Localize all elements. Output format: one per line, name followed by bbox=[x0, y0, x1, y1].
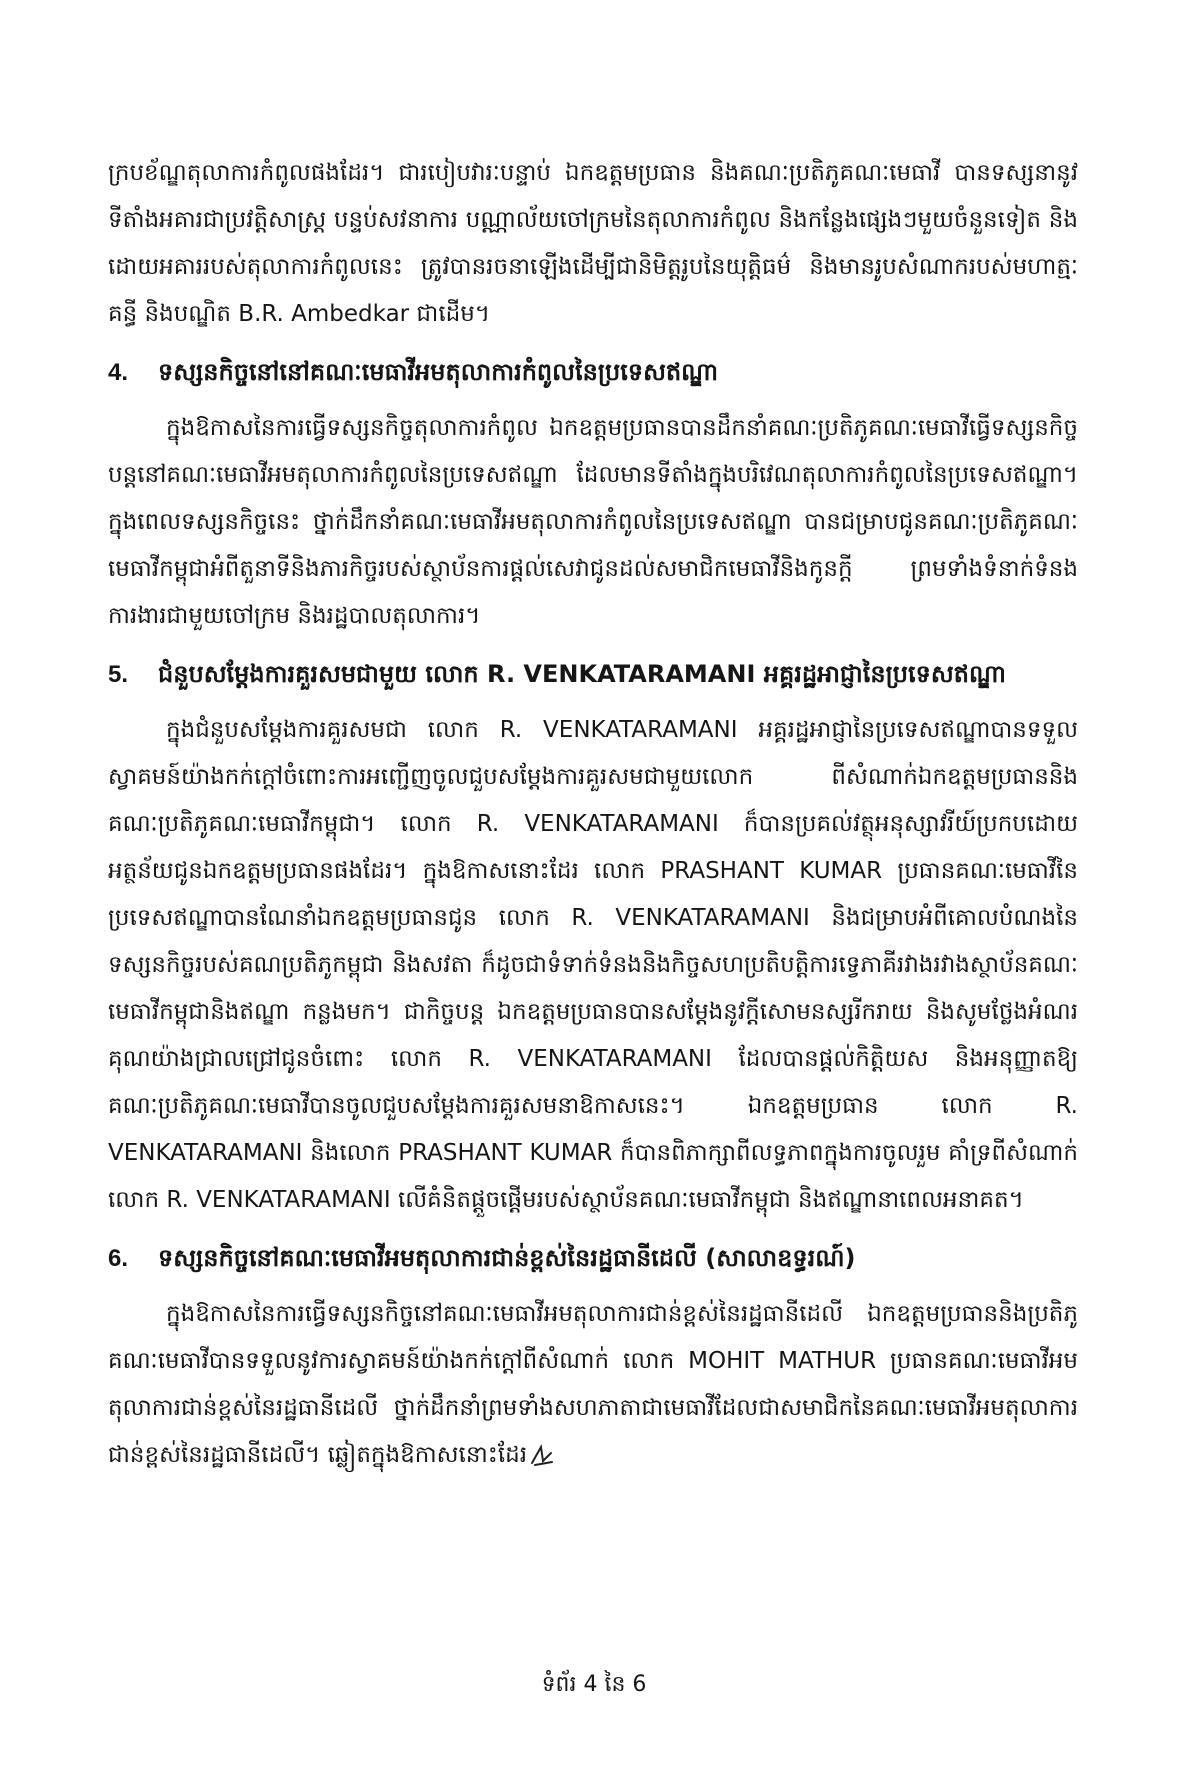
section-5-title: ជំនួបសម្តែងការគួរសមជាមួយ លោក R. VENKATARAMANI អគ្គរដ្ឋអាជ្ញានៃប្រទេសឥណ្ឌា bbox=[158, 660, 1006, 688]
section-6-number: 6. bbox=[108, 1245, 129, 1272]
section-6 bbox=[108, 1232, 1078, 1479]
handwritten-initial-icon bbox=[529, 1443, 555, 1469]
section-5 bbox=[108, 648, 1078, 1224]
section-4-number: 4. bbox=[108, 359, 129, 386]
intro-paragraph: ក្របខ័ណ្ឌតុលាការកំពូលផងដែរ។ ជារបៀបវារៈបន្ទាប់ ឯកឧត្តមប្រធាន និងគណៈប្រតិភូគណៈមេធាវី បានទស្សនានូវទីតាំងអគារជាប្រវត្តិសាស្ត្រ បន្ទប់សវនាការ បណ្ណាល័យចៅក្រមនៃតុលាការកំពូល និងកន្លែងផ្សេងៗមួយចំនួនទៀត និងដោយអគាររបស់តុលាការកំពូលនេះ ត្រូវបានរចនាឡើងដើម្បីជានិមិត្តរូបនៃយុត្តិធម៌ និងមានរូបសំណាករបស់មហាត្មៈ គន្ធី និងបណ្ឌិត B.R. Ambedkar ជាដើម។ bbox=[108, 160, 1078, 327]
section-4-body: ក្នុងឱកាសនៃការធ្វើទស្សនកិច្ចតុលាការកំពូល ឯកឧត្តមប្រធានបានដឹកនាំគណៈប្រតិភូគណៈមេធាវីធ្វើទស្សនកិច្ចបន្តនៅគណៈមេធាវីអមតុលាការកំពូលនៃប្រទេសឥណ្ឌា ដែលមានទីតាំងក្នុងបរិវេណតុលាការកំពូលនៃប្រទេសឥណ្ឌា។ ក្នុងពេលទស្សនកិច្ចនេះ ថ្នាក់ដឹកនាំគណៈមេធាវីអមតុលាការកំពូលនៃប្រទេសឥណ្ឌា បានជម្រាបជូនគណៈប្រតិភូគណៈមេធាវីកម្ពុជាអំពីតួនាទីនិងភារកិច្ចរបស់ស្ថាប័នការផ្តល់សេវាជូនដល់សមាជិកមេធាវីនិងកូនក្តី ព្រមទាំងទំនាក់ទំនងការងារជាមួយចៅក្រម និងរដ្ឋបាលតុលាការ។ bbox=[108, 415, 1078, 629]
section-6-title: ទស្សនកិច្ចនៅគណៈមេធាវីអមតុលាការជាន់ខ្ពស់នៃរដ្ឋធានីដេលី (សាលាឧទ្ធរណ៍) bbox=[158, 1244, 856, 1272]
section-6-body bbox=[108, 1291, 1078, 1479]
section-6-body-text: ក្នុងឱកាសនៃការធ្វើទស្សនកិច្ចនៅគណៈមេធាវីអមតុលាការជាន់ខ្ពស់នៃរដ្ឋធានីដេលី ឯកឧត្តមប្រធាននិងប្រតិភូគណៈមេធាវីបានទទួលនូវការស្វាគមន៍យ៉ាងកក់ក្តៅពីសំណាក់ លោក MOHIT MATHUR ប្រធានគណៈមេធាវីអមតុលាការជាន់ខ្ពស់នៃរដ្ឋធានីដេលី ថ្នាក់ដឹកនាំព្រមទាំងសហភាតាជាមេធាវីដែលជាសមាជិកនៃគណៈមេធាវីអមតុលាការជាន់ខ្ពស់នៃរដ្ឋធានីដេលី។ ឆ្លៀតក្នុងឱកាសនោះដែរ bbox=[108, 1301, 1078, 1468]
section-4 bbox=[108, 346, 1078, 640]
section-6-heading bbox=[108, 1232, 1078, 1285]
section-4-title: ទស្សនកិច្ចនៅនៅគណៈមេធាវីអមតុលាការកំពូលនៃប្រទេសឥណ្ឌា bbox=[158, 358, 719, 386]
section-5-number: 5. bbox=[108, 661, 129, 688]
section-5-body: ក្នុងជំនួបសម្តែងការគួរសមជា លោក R. VENKATARAMANI អគ្គរដ្ឋអាជ្ញានៃប្រទេសឥណ្ឌាបានទទួលស្វាគមន៍យ៉ាងកក់ក្តៅចំពោះការអញ្ជើញចូលជួបសម្តែងការគួរសមជាមួយលោក ពីសំណាក់ឯកឧត្តមប្រធាននិងគណៈប្រតិភូគណៈមេធាវីកម្ពុជា។ លោក R. VENKATARAMANI ក៏បានប្រគល់វត្ថុអនុស្សាវរីយ៍ប្រកបដោយអត្ថន័យជូនឯកឧត្តមប្រធានផងដែរ។ ក្នុងឱកាសនោះដែរ លោក PRASHANT KUMAR ប្រធានគណៈមេធាវីនៃប្រទេសឥណ្ឌាបានណែនាំឯកឧត្តមប្រធានជូន លោក R. VENKATARAMANI និងជម្រាបអំពីគោលបំណងនៃទស្សនកិច្ចរបស់គណប្រតិភូកម្ពុជា និងសវតា ក៏ដូចជាទំទាក់ទំនងនិងកិច្ចសហប្រតិបត្តិការទ្វេភាគីរវាងរវាងស្ថាប័នគណៈមេធាវីកម្ពុជានិងឥណ្ឌា កន្លងមក។ ជាកិច្ចបន្ត ឯកឧត្តមប្រធានបានសម្តែងនូវក្តីសោមនស្សរីករាយ និងសូមថ្លែងអំណរគុណយ៉ាងជ្រាលជ្រៅជូនចំពោះ លោក R. VENKATARAMANI ដែលបានផ្តល់កិត្តិយស និងអនុញ្ញាតឱ្យគណៈប្រតិភូគណៈមេធាវីបានចូលជួបសម្តែងការគួរសមនាឱកាសនេះ។ ឯកឧត្តមប្រធាន លោក R. VENKATARAMANI និងលោក PRASHANT KUMAR ក៏បានពិភាក្សាពីលទ្ធភាពក្នុងការចូលរួម គាំទ្រពីសំណាក់ លោក R. VENKATARAMANI លើគំនិតផ្តួចផ្តើមរបស់ស្ថាប័នគណៈមេធាវីកម្ពុជា និងឥណ្ឌានាពេលអនាគត។ bbox=[108, 717, 1078, 1213]
section-4-heading bbox=[108, 346, 1078, 399]
section-5-heading bbox=[108, 648, 1078, 701]
page-number: ទំព័រ 4 នៃ 6 bbox=[541, 1672, 647, 1697]
